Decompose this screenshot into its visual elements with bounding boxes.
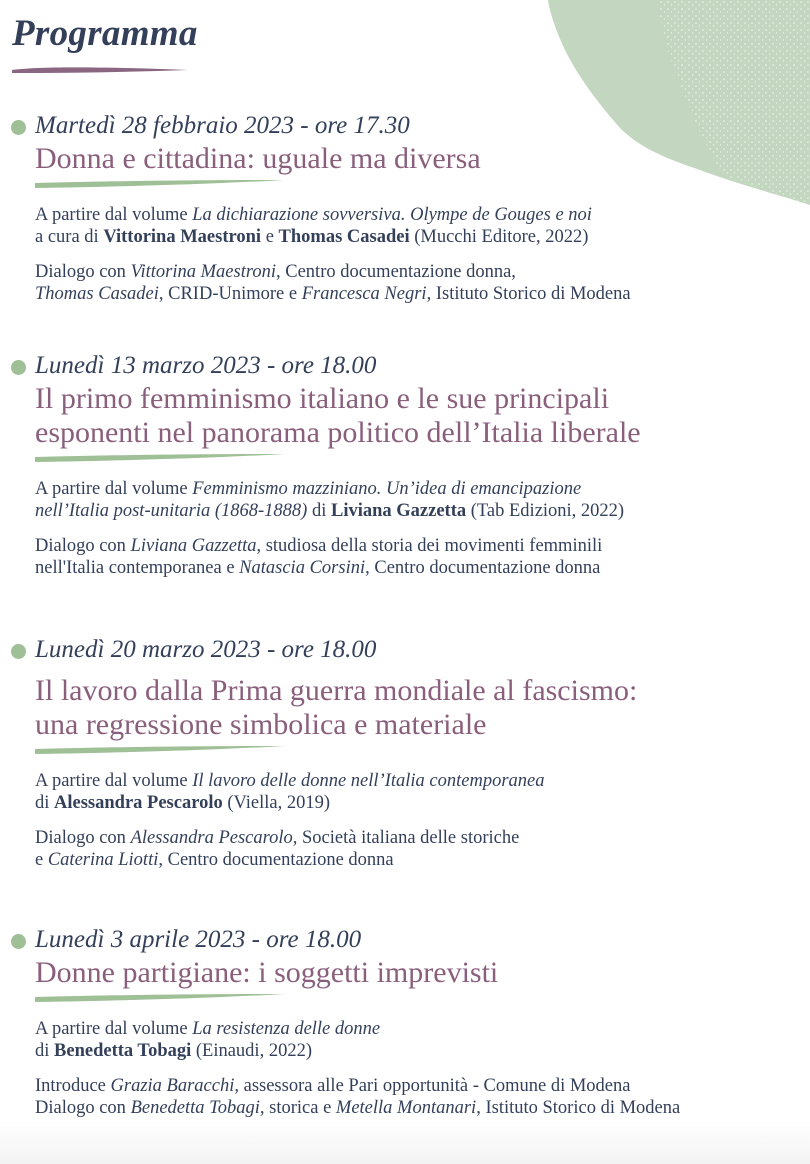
page-title: Programma	[12, 13, 198, 54]
dialogue-info: Dialogo con Alessandra Pescarolo, Società italiana delle storiche e Caterina Liotti, Centro documentazione donna	[35, 828, 520, 870]
event-title: Il primo femminismo italiano e le sue principali	[35, 382, 610, 415]
dialogue-info: Dialogo con Liviana Gazzetta, studiosa della storia dei movimenti femminili nell'Italia contemporanea e Natascia Corsini, Centro documentazione donna	[35, 536, 603, 578]
book-title: Il lavoro delle donne nell’Italia contemporanea	[192, 771, 545, 791]
volume-info: A partire dal volume La resistenza delle donne di Benedetta Tobagi (Einaudi, 2022)	[35, 1019, 381, 1061]
author: Benedetta Tobagi	[54, 1041, 192, 1061]
author: Alessandra Pescarolo	[54, 793, 223, 813]
book-title: La resistenza delle donne	[192, 1019, 381, 1039]
event-date: Lunedì 3 aprile 2023 - ore 18.00	[35, 926, 362, 953]
green-underline-stroke	[34, 178, 286, 190]
book-title: nell’Italia post-unitaria (1868-1888)	[35, 501, 308, 521]
title-underline-stroke	[10, 64, 190, 76]
event-title: una regressione simbolica e materiale	[35, 708, 487, 741]
event-title: Donne partigiane: i soggetti imprevisti	[35, 956, 499, 989]
bullet-icon	[11, 120, 26, 135]
author: Thomas Casadei	[278, 227, 410, 247]
volume-info: A partire dal volume Femminismo mazziniano. Un’idea di emancipazione nell’Italia post-unitaria (1868-1888) di Liviana Gazzetta (Tab Edizioni, 2022)	[35, 479, 625, 521]
dialogue-info: Dialogo con Vittorina Maestroni, Centro documentazione donna, Thomas Casadei, CRID-Unimore e Francesca Negri, Istituto Storico di Modena	[35, 262, 631, 304]
dialogue-info: Introduce Grazia Baracchi, assessora alle Pari opportunità - Comune di Modena Dialogo con Benedetta Tobagi, storica e Metella Montanari, Istituto Storico di Modena	[35, 1076, 681, 1118]
volume-info: A partire dal volume La dichiarazione sovversiva. Olympe de Gouges e noi a cura di Vittorina Maestroni e Thomas Casadei (Mucchi Editore, 2022)	[35, 205, 592, 247]
book-title: Femminismo mazziniano. Un’idea di emancipazione	[192, 479, 582, 499]
event-date: Lunedì 13 marzo 2023 - ore 18.00	[35, 352, 377, 379]
green-underline-stroke	[34, 992, 286, 1004]
event-4	[0, 926, 810, 1119]
green-underline-stroke	[34, 744, 286, 756]
event-title: Donna e cittadina: uguale ma diversa	[35, 142, 481, 175]
event-date: Martedì 28 febbraio 2023 - ore 17.30	[35, 112, 410, 139]
bullet-icon	[11, 360, 26, 375]
green-underline-stroke	[34, 452, 286, 464]
event-date: Lunedì 20 marzo 2023 - ore 18.00	[35, 636, 377, 663]
volume-info: A partire dal volume Il lavoro delle donne nell’Italia contemporanea di Alessandra Pescarolo (Viella, 2019)	[35, 771, 545, 813]
author: Liviana Gazzetta	[330, 501, 467, 521]
bullet-icon	[11, 644, 26, 659]
event-title: Il lavoro dalla Prima guerra mondiale al fascismo:	[35, 674, 638, 707]
event-1	[0, 112, 810, 305]
event-title: esponenti nel panorama politico dell’Italia liberale	[35, 416, 641, 449]
event-2	[0, 352, 810, 579]
author: Vittorina Maestroni	[103, 227, 262, 247]
bullet-icon	[11, 934, 26, 949]
book-title: La dichiarazione sovversiva. Olympe de Gouges e noi	[192, 205, 592, 225]
event-3	[0, 636, 810, 871]
